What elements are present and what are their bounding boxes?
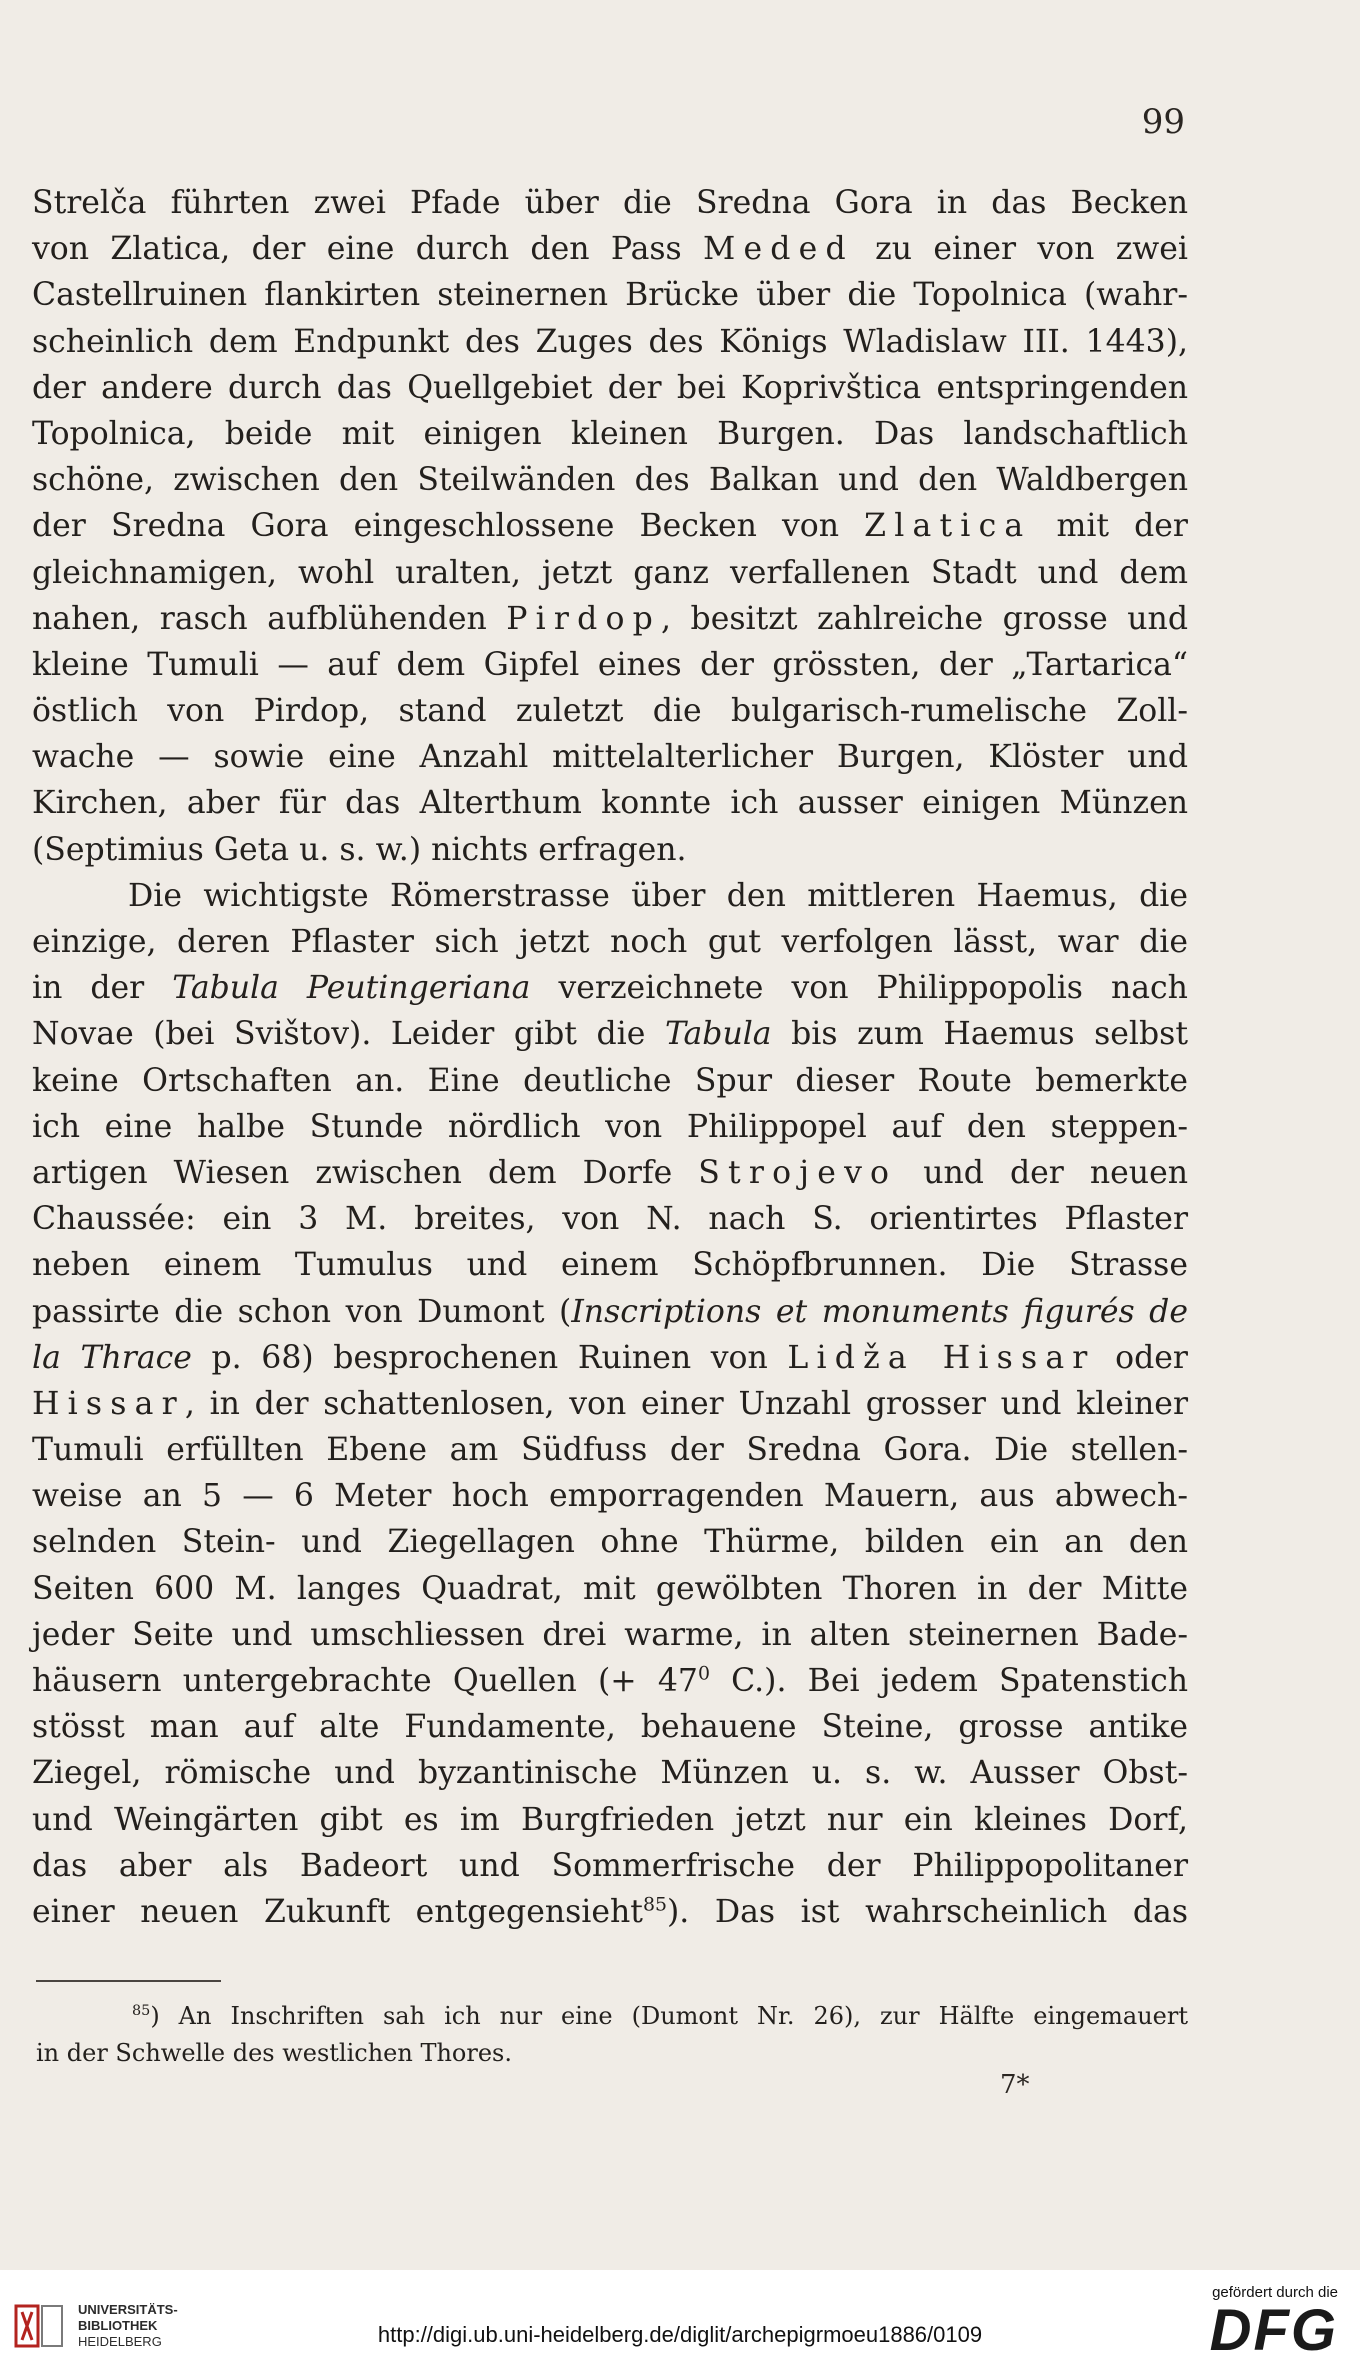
text-run: Novae (bei Svištov). Leider gibt die — [32, 1016, 665, 1053]
text-run: Castellruinen flankirten steinernen Brücke über die Topolnica (wahr- — [32, 277, 1188, 314]
text-run: der andere durch das Quellgebiet der bei Koprivštica entspringenden — [32, 369, 1188, 406]
text-run: neben einem Tumulus und einem Schöpfbrunnen. Die Strasse — [32, 1247, 1188, 1284]
text-run: Seiten 600 M. langes Quadrat, mit gewölbten Thoren in der Mitte — [32, 1570, 1188, 1607]
text-run: verzeichnete von Philippopolis nach — [530, 970, 1188, 1007]
text-line — [32, 550, 1188, 596]
text-run: nahen, rasch aufblühenden — [32, 600, 507, 637]
text-line — [32, 1335, 1188, 1381]
text-line — [32, 1427, 1188, 1473]
text-run: und Weingärten gibt es im Burgfrieden jetzt nur ein kleines Dorf, — [32, 1801, 1188, 1838]
text-run: artigen Wiesen zwischen dem Dorfe — [32, 1154, 699, 1191]
text-run: schöne, zwischen den Steilwänden des Balkan und den Waldbergen — [32, 462, 1188, 499]
text-run: häusern untergebrachte Quellen (+ 47 — [32, 1663, 698, 1699]
text-line — [32, 1104, 1188, 1150]
text-run: einer neuen Zukunft entgegensieht — [32, 1893, 643, 1930]
text-run: von Zlatica, der eine durch den Pass — [32, 231, 704, 268]
superscript: 85 — [642, 1893, 668, 1916]
viewer-footer — [0, 2270, 1360, 2375]
text-line — [32, 1658, 1188, 1704]
text-run: , in der schattenlosen, von einer Unzahl grosser und kleiner — [184, 1385, 1188, 1422]
text-run: stösst man auf alte Fundamente, behauene Steine, grosse antike — [32, 1709, 1188, 1746]
text-run: gleichnamigen, wohl uralten, jetzt ganz verfallenen Stadt und dem — [32, 554, 1188, 591]
page-number: 99 — [1141, 102, 1185, 142]
text-line — [32, 411, 1188, 457]
superscript: 0 — [697, 1662, 710, 1685]
funding-caption: gefördert durch die — [1212, 2284, 1338, 2301]
text-run: C.). Bei jedem Spatenstich — [709, 1663, 1188, 1699]
text-run: zu einer von zwei — [853, 231, 1188, 268]
body-text — [32, 180, 1188, 1935]
text-run: wache — sowie eine Anzahl mittelalterlicher Burgen, Klöster und — [32, 739, 1188, 776]
spaced-name: Hissar — [32, 1385, 185, 1422]
text-line — [32, 1058, 1188, 1104]
funding-badge[interactable] — [1210, 2284, 1338, 2361]
text-line — [32, 365, 1188, 411]
text-line — [32, 1750, 1188, 1796]
text-run: in der — [32, 970, 173, 1007]
text-run: passirte die schon von Dumont ( — [32, 1293, 572, 1330]
spaced-name: Strojevo — [698, 1154, 898, 1191]
text-line — [32, 919, 1188, 965]
text-line — [32, 1843, 1188, 1889]
footnotes — [36, 1998, 1188, 2072]
signature-mark: 7* — [1000, 2070, 1030, 2100]
text-run: ) An Inschriften sah ich nur eine (Dumont Nr. 26), zur Hälfte eingemauert — [150, 2002, 1188, 2030]
superscript: 85 — [132, 2003, 151, 2019]
text-run: scheinlich dem Endpunkt des Zuges des Königs Wladislaw III. 1443), — [32, 323, 1188, 360]
text-run: , besitzt zahlreiche grosse und — [661, 600, 1188, 637]
text-run: östlich von Pirdop, stand zuletzt die bulgarisch-rumelische Zoll- — [32, 693, 1188, 730]
text-line — [32, 1011, 1188, 1057]
italic-text: la Thrace — [32, 1339, 192, 1376]
text-line — [32, 457, 1188, 503]
text-run: weise an 5 — 6 Meter hoch emporragenden Mauern, aus abwech- — [32, 1478, 1188, 1515]
text-line — [32, 1473, 1188, 1519]
text-run: Die wichtigste Römerstrasse über den mittleren Haemus, die — [128, 877, 1188, 914]
spaced-name: Zlatica — [864, 508, 1032, 545]
text-run: und der neuen — [897, 1154, 1188, 1191]
text-run: kleine Tumuli — auf dem Gipfel eines der grössten, der „Tartarica“ — [32, 646, 1188, 683]
text-run: Ziegel, römische und byzantinische Münzen u. s. w. Ausser Obst- — [32, 1755, 1188, 1792]
page-url-link[interactable]: http://digi.ub.uni-heidelberg.de/diglit/archepigrmoeu1886/0109 — [377, 2322, 983, 2347]
text-line — [32, 226, 1188, 272]
text-line — [32, 1196, 1188, 1242]
footnote-rule — [36, 1980, 221, 1982]
text-line — [32, 873, 1188, 919]
text-line — [32, 1242, 1188, 1288]
dfg-logo: DFG — [1209, 2298, 1338, 2363]
text-run: Topolnica, beide mit einigen kleinen Burgen. Das landschaftlich — [32, 415, 1188, 452]
text-run: keine Ortschaften an. Eine deutliche Spur dieser Route bemerkte — [32, 1062, 1188, 1099]
text-line — [32, 1704, 1188, 1750]
text-line — [32, 1519, 1188, 1565]
text-line — [32, 827, 1188, 873]
text-run: in der Schwelle des westlichen Thores. — [36, 2039, 512, 2067]
italic-text: Tabula — [664, 1016, 772, 1053]
text-run: oder — [1095, 1339, 1188, 1376]
text-run: mit der — [1031, 508, 1188, 545]
text-line — [32, 1889, 1188, 1935]
text-run: Chaussée: ein 3 M. breites, von N. nach S. orientirtes Pflaster — [32, 1201, 1188, 1238]
text-line — [32, 780, 1188, 826]
italic-text: Inscriptions et monuments figurés de — [571, 1293, 1188, 1330]
text-line — [32, 1150, 1188, 1196]
text-line — [32, 1289, 1188, 1335]
text-run: Strelča führten zwei Pfade über die Sredna Gora in das Becken — [32, 185, 1188, 221]
text-run: Kirchen, aber für das Alterthum konnte ich ausser einigen Münzen — [32, 785, 1188, 822]
text-run: der Sredna Gora eingeschlossene Becken von — [32, 508, 865, 545]
text-line — [32, 1566, 1188, 1612]
text-run: das aber als Badeort und Sommerfrische der Philippopolitaner — [32, 1847, 1188, 1884]
text-line — [32, 1797, 1188, 1843]
text-line — [32, 1612, 1188, 1658]
text-run: bis zum Haemus selbst — [771, 1016, 1188, 1053]
spaced-name: Lidža Hissar — [787, 1339, 1096, 1376]
text-line — [32, 319, 1188, 365]
footnote-line — [36, 2035, 1188, 2072]
text-line — [32, 688, 1188, 734]
text-line — [32, 180, 1188, 226]
text-line — [32, 642, 1188, 688]
logo-line: BIBLIOTHEK — [78, 2318, 158, 2333]
text-line — [32, 734, 1188, 780]
text-run: einzige, deren Pflaster sich jetzt noch gut verfolgen lässt, war die — [32, 924, 1188, 960]
logo-line: UNIVERSITÄTS- — [78, 2302, 178, 2317]
text-line — [32, 965, 1188, 1011]
text-line — [32, 596, 1188, 642]
text-line — [32, 1381, 1188, 1427]
text-run: p. 68) besprochenen Ruinen von — [191, 1339, 788, 1376]
text-run: ). Das ist wahrscheinlich das — [667, 1893, 1188, 1930]
text-run: selnden Stein- und Ziegellagen ohne Thürme, bilden ein an den — [32, 1524, 1188, 1561]
text-line — [32, 503, 1188, 549]
logo-line: HEIDELBERG — [78, 2334, 162, 2349]
footnote-line — [36, 1998, 1188, 2035]
text-line — [32, 272, 1188, 318]
text-run: ich eine halbe Stunde nördlich von Philippopel auf den steppen- — [32, 1108, 1188, 1145]
italic-text: Tabula Peutingeriana — [172, 970, 531, 1007]
text-run: jeder Seite und umschliessen drei warme, in alten steinernen Bade- — [32, 1616, 1188, 1653]
text-run: Tumuli erfüllten Ebene am Südfuss der Sredna Gora. Die stellen- — [32, 1432, 1188, 1469]
spaced-name: Meded — [703, 231, 854, 268]
spaced-name: Pirdop — [506, 600, 662, 637]
text-run: (Septimius Geta u. s. w.) nichts erfragen. — [32, 831, 687, 868]
